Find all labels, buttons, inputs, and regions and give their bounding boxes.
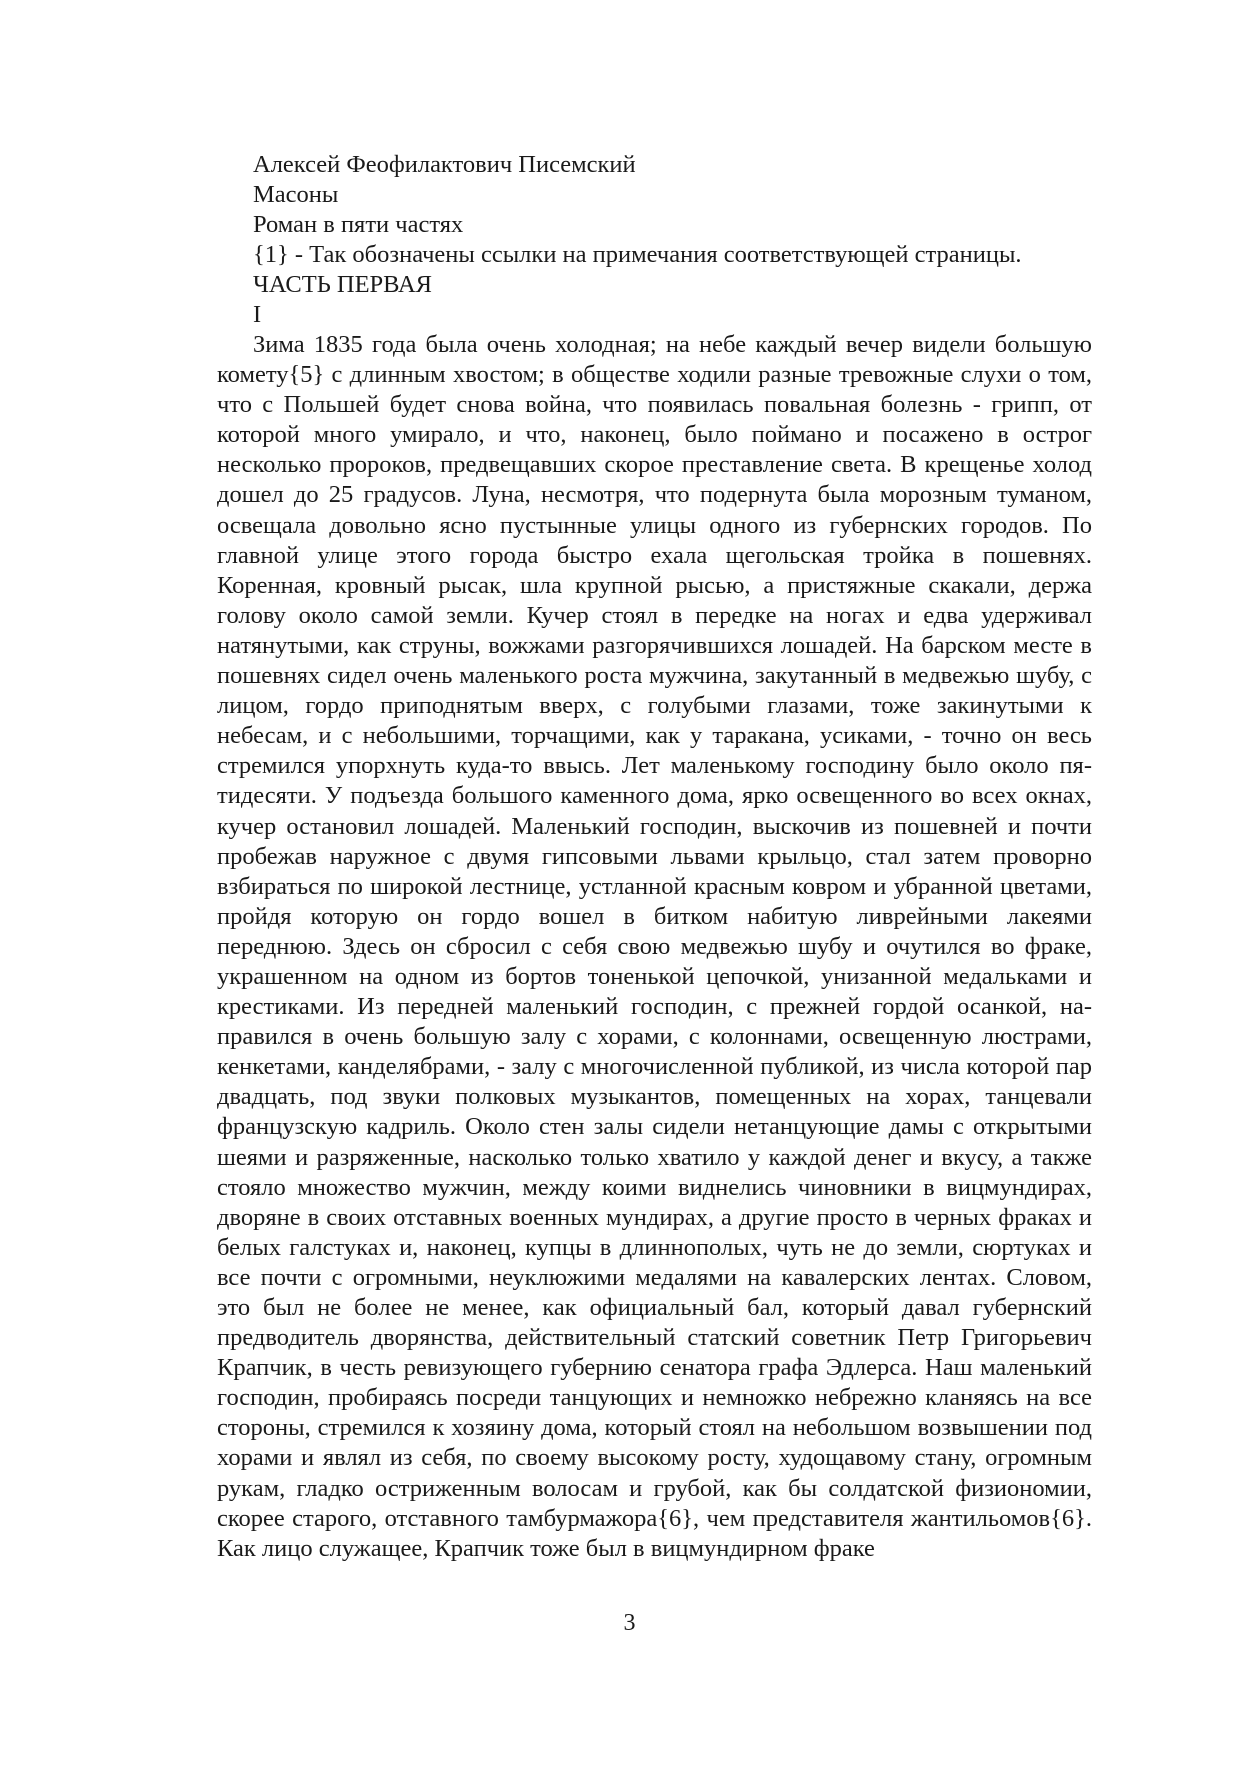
author-name: Алексей Феофилактович Писемский <box>253 151 636 178</box>
footnote-explanation: {1} - Так обозначены ссылки на примечания соответствующей страницы. <box>253 241 1022 268</box>
body-paragraph: Зима 1835 года была очень холодная; на небе каждый вечер видели большую комету{5} с длинным хвостом; в обществе ходили разные тревожные слухи о том, что с Польшей будет снова война, что появилась повальная болезнь - грипп, от которой много умирало, и что, наконец, было поймано и посажено в острог несколько пророков, предвещавших скорое преставление света. В крещенье холод дошел до 25 градусов. Луна, несмотря, что подернута была морозным туманом, освещала довольно ясно пустынные улицы одного из губернских городов. По главной улице этого города быстро ехала щегольская тройка в пошевнях. Коренная, кровный рысак, шла крупной рысью, а пристяжные скакали, держа голову около самой земли. Кучер стоял в передке на ногах и едва удерживал натянутыми, как струны, вожжами разгорячившихся лошадей. На барском месте в пошевнях сидел очень маленького роста мужчина, закутанный в медвежью шубу, с лицом, гордо приподнятым вверх, с голубыми глазами, тоже закинутыми к небесам, и с небольшими, торчащими, как у таракана, усиками, - точно он весь стремился упорхнуть куда-то ввысь. Лет маленькому господину было около пятидесяти. У подъезда большого каменного дома, ярко освещенного во всех окнах, кучер остановил лошадей. Маленький господин, выскочив из пошевней и почти пробежав наружное с двумя гипсовыми львами крыльцо, стал затем проворно взбираться по широкой лестнице, устланной красным ковром и убранной цветами, пройдя которую он гордо вошел в битком набитую ливрейными лакеями переднюю. Здесь он сбросил с себя свою медвежью шубу и очутился во фраке, украшенном на одном из бортов тоненькой цепочкой, унизанной медальками и крестиками. Из передней маленький господин, с прежней гордой осанкой, направился в очень большую залу с хорами, с колоннами, освещенную люстрами, кенкетами, канделябрами, - залу с многочисленной публикой, из числа которой пар двадцать, под звуки полковых музыкантов, помещенных на хорах, танцевали французскую кадриль. Около стен залы сидели нетанцующие дамы с открытыми шеями и разряженные, насколько только хватило у каждой денег и вкусу, а также стояло множество мужчин, между коими виднелись чиновники в вицмундирах, дворяне в своих отставных военных мундирах, а другие просто в черных фраках и белых галстуках и, наконец, купцы в длиннополых, чуть не до земли, сюртуках и все почти с огромными, неуклюжими медалями на кавалерских лентах. Словом, это был не более не менее, как официальный бал, который давал губернский предводитель дворянства, действительный статский советник Петр Григорьевич Крапчик, в честь ревизующего губернию сенатора графа Эдлерса. Наш маленький господин, пробираясь посреди танцующих и немножко небрежно кланяясь на все стороны, стремился к хозяину дома, который стоял на небольшом возвышении под хорами и являл из себя, по своему высокому росту, худощавому стану, огромным рукам, гладко остриженным волосам и грубой, как бы солдатской физиономии, скорее старого, отставного тамбурмажора{6}, чем представителя жантильомов{6}. Как лицо служащее, Крапчик тоже был в вицмундирном фраке <box>217 331 1092 1562</box>
page-number: 3 <box>623 1610 636 1636</box>
book-subtitle: Роман в пяти частях <box>253 211 464 238</box>
chapter-number: I <box>253 301 262 328</box>
page-content <box>217 150 1092 1564</box>
part-heading: ЧАСТЬ ПЕРВАЯ <box>253 271 433 298</box>
book-title: Масоны <box>253 181 339 208</box>
